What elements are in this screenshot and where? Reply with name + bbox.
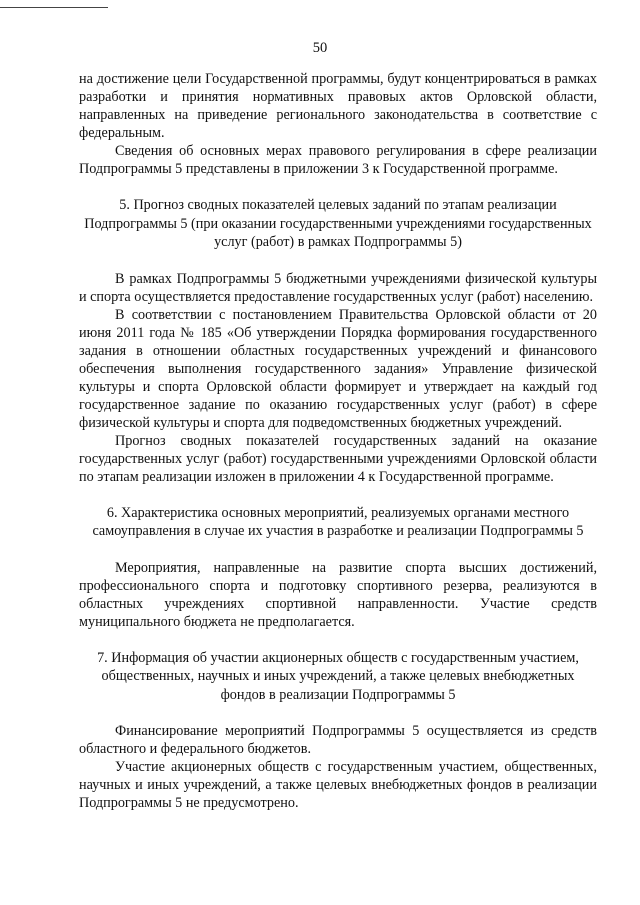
- paragraph: на достижение цели Государственной программы, будут концентрироваться в рамках разработки и принятия нормативных правовых актов Орловской области, направленных на приведение регионального законодательства в соответствие с федеральным.: [79, 71, 597, 141]
- paragraph: Сведения об основных мерах правового регулирования в сфере реализации Подпрограммы 5 представлены в приложении 3 к Государственной программе.: [79, 143, 597, 177]
- page-number: 50: [312, 40, 328, 56]
- section-heading: 7. Информация об участии акционерных обществ с государственным участием, общественных, научных и иных учреждений, а также целевых внебюджетных фондов в реализации Подпрограммы 5: [97, 649, 579, 703]
- paragraph: Прогноз сводных показателей государственных заданий на оказание государственных услуг (работ) государственными учреждениями Орловской области по этапам реализации изложен в приложении 4 к Государственной программе.: [79, 432, 597, 485]
- document-body: [79, 70, 597, 812]
- paragraph: Финансирование мероприятий Подпрограммы 5 осуществляется из средств областного и федерального бюджетов.: [79, 723, 597, 757]
- section-heading: 6. Характеристика основных мероприятий, реализуемых органами местного самоуправления в случае их участия в разработке и реализации Подпрограммы 5: [92, 504, 584, 539]
- paragraph: В рамках Подпрограммы 5 бюджетными учреждениями физической культуры и спорта осуществляется предоставление государственных услуг (работ) населению.: [79, 270, 597, 305]
- paragraph: Мероприятия, направленные на развитие спорта высших достижений, профессионального спорта и подготовку спортивного резерва, реализуются в областных учреждениях спортивной направленности. Участие средств муниципального бюджета не предполагается.: [79, 559, 597, 630]
- header-rule: [0, 7, 108, 8]
- paragraph: Участие акционерных обществ с государственным участием, общественных, научных и иных учреждений, а также целевых внебюджетных фондов в реализации Подпрограммы 5 не предусмотрено.: [79, 759, 597, 811]
- paragraph: В соответствии с постановлением Правительства Орловской области от 20 июня 2011 года № 185 «Об утверждении Порядка формирования государственного задания в отношении областных государственных учреждений и финансового обеспечения выполнения государственного задания» Управление физической культуры и спорта Орловской области формирует и утверждает на каждый год государственное задание по оказанию государственных услуг (работ) в сфере физической культуры и спорта для подведомственных бюджетных учреждений.: [79, 306, 597, 431]
- section-heading: 5. Прогноз сводных показателей целевых заданий по этапам реализации Подпрограммы 5 (при оказании государственными учреждениями государственных услуг (работ) в рамках Подпрограммы 5): [84, 197, 592, 250]
